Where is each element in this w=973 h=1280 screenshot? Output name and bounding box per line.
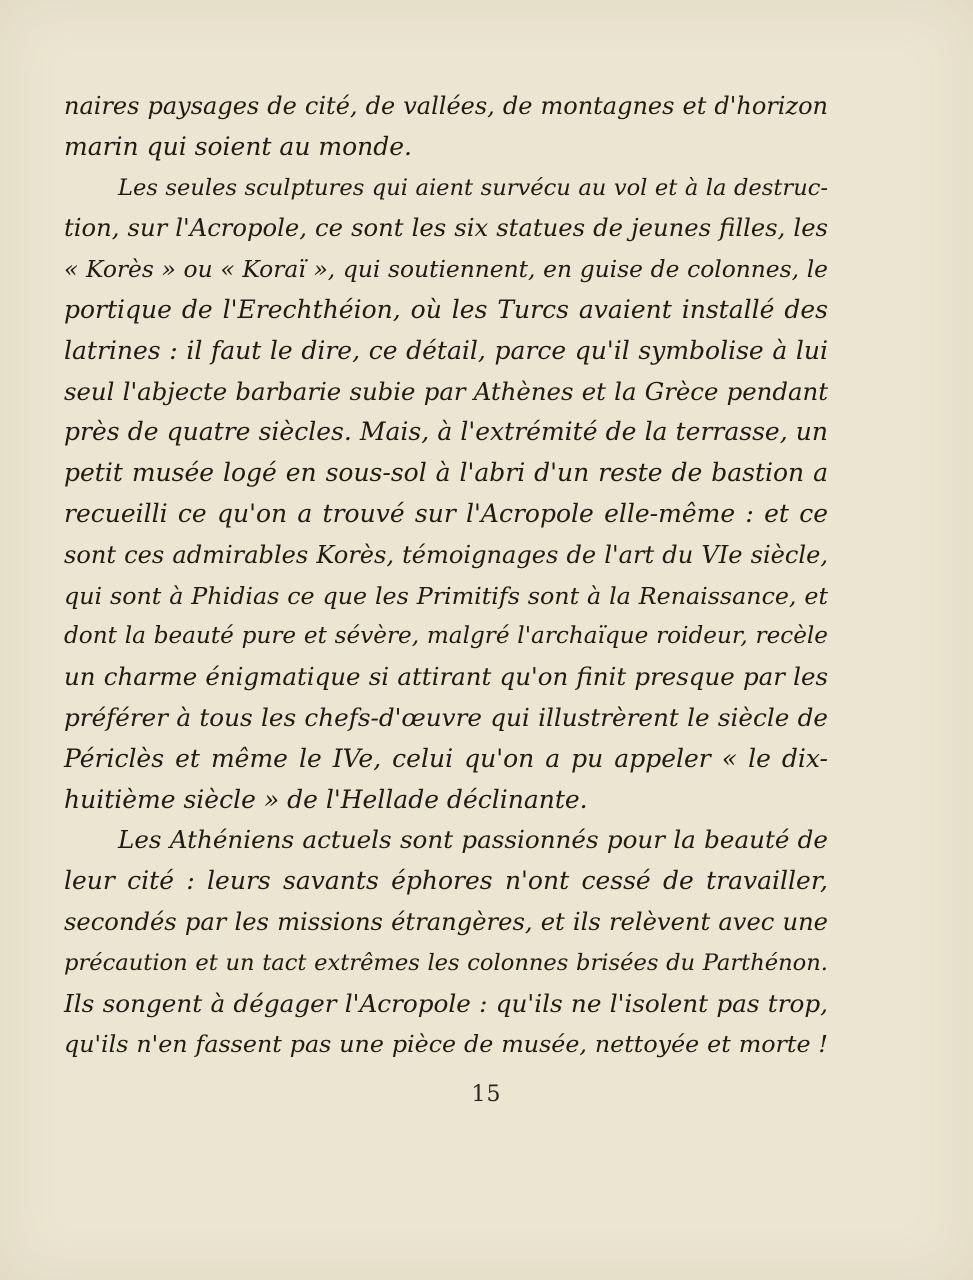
text-line: près de quatre siècles. Mais, à l'extrémité de la terrasse, un (64, 417, 828, 447)
text-line: un charme énigmatique si attirant qu'on finit presque par les (64, 662, 828, 692)
text-line: huitième siècle » de l'Hellade déclinante. (64, 784, 588, 814)
text-line: Les Athéniens actuels sont passionnés pour la beauté de (118, 825, 828, 855)
text-line: recueilli ce qu'on a trouvé sur l'Acropole elle-même : et ce (64, 498, 828, 528)
text-line: petit musée logé en sous-sol à l'abri d'un reste de bastion a (64, 458, 828, 488)
text-line: naires paysages de cité, de vallées, de montagnes et d'horizon (64, 92, 828, 120)
text-line: leur cité : leurs savants éphores n'ont cessé de travailler, (64, 866, 828, 896)
text-line: préférer à tous les chefs-d'œuvre qui illustrèrent le siècle de (64, 702, 828, 732)
text-line: latrines : il faut le dire, ce détail, parce qu'il symbolise à lui (64, 335, 828, 365)
text-line: Périclès et même le IVe, celui qu'on a pu appeler « le dix- (64, 743, 828, 773)
text-line: seul l'abjecte barbarie subie par Athènes et la Grèce pendant (64, 376, 828, 406)
text-line: Les seules sculptures qui aient survécu au vol et à la destruc- (118, 174, 828, 201)
text-line: sont ces admirables Korès, témoignages de l'art du VIe siècle, (64, 540, 828, 569)
text-line: qu'ils n'en fassent pas une pièce de musée, nettoyée et morte ! (64, 1030, 828, 1059)
text-line: tion, sur l'Acropole, ce sont les six statues de jeunes filles, les (64, 213, 828, 243)
text-line: « Korès » ou « Koraï », qui soutiennent, en guise de colonnes, le (64, 255, 828, 284)
body-text (64, 86, 828, 1065)
text-line: dont la beauté pure et sévère, malgré l'archaïque roideur, recèle (64, 623, 828, 650)
text-line: précaution et un tact extrêmes les colonnes brisées du Parthénon. (64, 949, 828, 976)
text-line: Ils songent à dégager l'Acropole : qu'ils ne l'isolent pas trop, (64, 988, 828, 1018)
text-line: qui sont à Phidias ce que les Primitifs sont à la Renaissance, et (64, 581, 828, 610)
text-line: marin qui soient au monde. (64, 131, 412, 161)
page-number: 15 (471, 1082, 502, 1107)
text-line: portique de l'Erechthéion, où les Turcs avaient installé des (64, 294, 828, 324)
text-line: secondés par les missions étrangères, et ils relèvent avec une (64, 907, 828, 936)
